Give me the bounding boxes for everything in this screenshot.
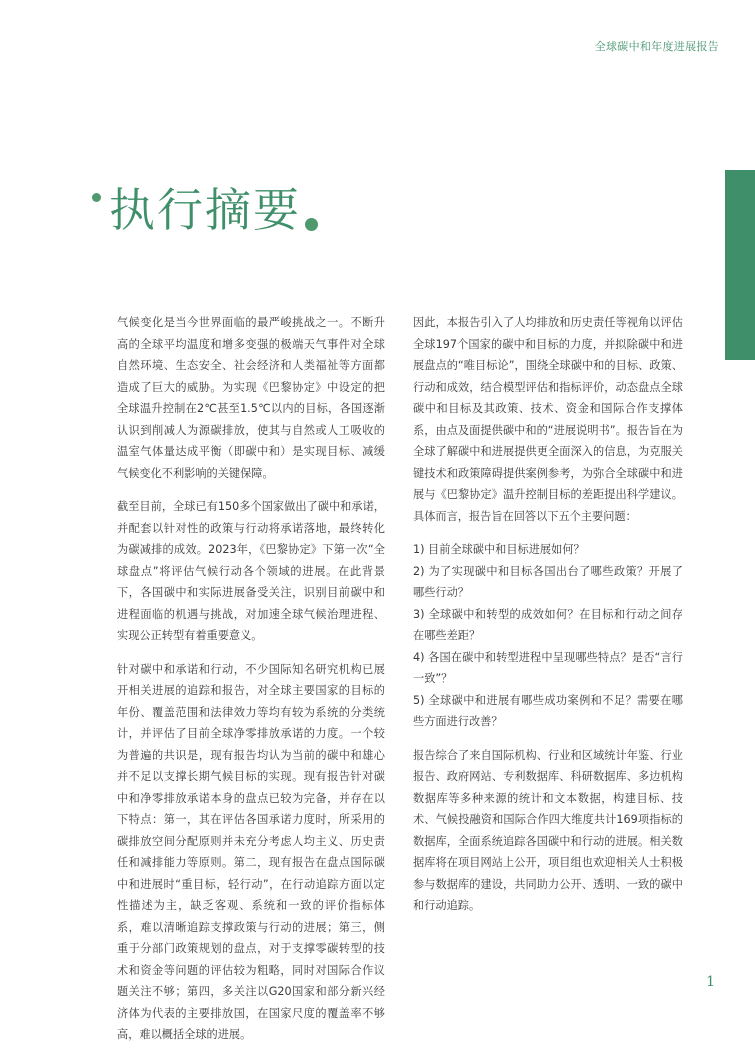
left-column <box>117 312 385 1058</box>
page-title: 执行摘要 <box>109 183 301 237</box>
right-column <box>413 312 683 929</box>
list-item: 1) 目前全球碳中和目标进展如何？ <box>413 543 585 556</box>
section-tab-marker <box>725 170 755 360</box>
paragraph: 截至目前，全球已有150多个国家做出了碳中和承诺，并配套以针对性的政策与行动将承诺落地，最终转化为碳减排的成效。2023年，《巴黎协定》下第一次“全球盘点”将评估气候行动各个领域的进展。在此背景下，各国碳中和实际进展备受关注，识别目前碳中和进程面临的机遇与挑战，对加速全球气候治理进程、实现公正转型有着重要意义。 <box>117 500 385 642</box>
paragraph: 气候变化是当今世界面临的最严峻挑战之一。不断升高的全球平均温度和增多变强的极端天气事件对全球自然环境、生态安全、社会经济和人类福祉等方面都造成了巨大的威胁。为实现《巴黎协定》中设定的把全球温升控制在2℃甚至1.5℃以内的目标，各国逐渐认识到削减人为源碳排放，使其与自然或人工吸收的温室气体量达成平衡（即碳中和）是实现目标、减缓气候变化不利影响的关键保障。 <box>117 316 385 480</box>
report-header: 全球碳中和年度进展报告 <box>594 40 719 53</box>
question-list <box>413 539 683 733</box>
list-item: 3) 全球碳中和转型的成效如何？在目标和行动之间存在哪些差距？ <box>413 607 683 642</box>
title-dot-left <box>92 193 101 202</box>
list-item: 4) 各国在碳中和转型进程中呈现哪些特点？是否“言行一致”？ <box>413 650 683 685</box>
paragraph: 报告综合了来自国际机构、行业和区域统计年鉴、行业报告、政府网站、专利数据库、科研数据库、多边机构数据库等多种来源的统计和文本数据，构建目标、技术、气候投融资和国际合作四大维度共计169项指标的数据库，全面系统追踪各国碳中和行动的进展。相关数据库将在项目网站上公开，项目组也欢迎相关人士积极参与数据库的建设，共同助力公开、透明、一致的碳中和行动追踪。 <box>413 748 683 912</box>
list-item: 2) 为了实现碳中和目标各国出台了哪些政策？开展了哪些行动？ <box>413 564 683 599</box>
section-title <box>92 178 318 242</box>
page-number: 1 <box>706 974 715 990</box>
paragraph: 针对碳中和承诺和行动，不少国际知名研究机构已展开相关进展的追踪和报告，对全球主要国家的目标的年份、覆盖范围和法律效力等均有较为系统的分类统计，并评估了目前全球净零排放承诺的力度。一个较为普遍的共识是，现有报告均认为当前的碳中和雄心并不足以支撑长期气候目标的实现。现有报告针对碳中和净零排放承诺本身的盘点已较为完备，并存在以下特点：第一，其在评估各国承诺力度时，所采用的碳排放空间分配原则并未充分考虑人均主义、历史责任和减排能力等原则。第二，现有报告在盘点国际碳中和进展时“重目标，轻行动”，在行动追踪方面以定性描述为主，缺乏客观、系统和一致的评价指标体系，难以清晰追踪支撑政策与行动的进展；第三，侧重于分部门政策规划的盘点，对于支撑零碳转型的技术和资金等问题的评估较为粗略，同时对国际合作议题关注不够；第四，多关注以G20国家和部分新兴经济体为代表的主要排放国，在国家尺度的覆盖率不够高，难以概括全球的进展。 <box>117 662 385 1041</box>
title-dot-right <box>305 218 318 231</box>
list-item: 5) 全球碳中和进展有哪些成功案例和不足？需要在哪些方面进行改善？ <box>413 693 683 728</box>
paragraph: 因此，本报告引入了人均排放和历史责任等视角以评估全球197个国家的碳中和目标的力度，并拟除碳中和进展盘点的“唯目标论”，围绕全球碳中和的目标、政策、行动和成效，结合模型评估和指标评价，动态盘点全球碳中和目标及其政策、技术、资金和国际合作支撑体系，由点及面提供碳中和的“进展说明书”。报告旨在为全球了解碳中和进展提供更全面深入的信息，为克服关键技术和政策障碍提供案例参考，为弥合全球碳中和进展与《巴黎协定》温升控制目标的差距提出科学建议。具体而言，报告旨在回答以下五个主要问题： <box>413 316 683 523</box>
